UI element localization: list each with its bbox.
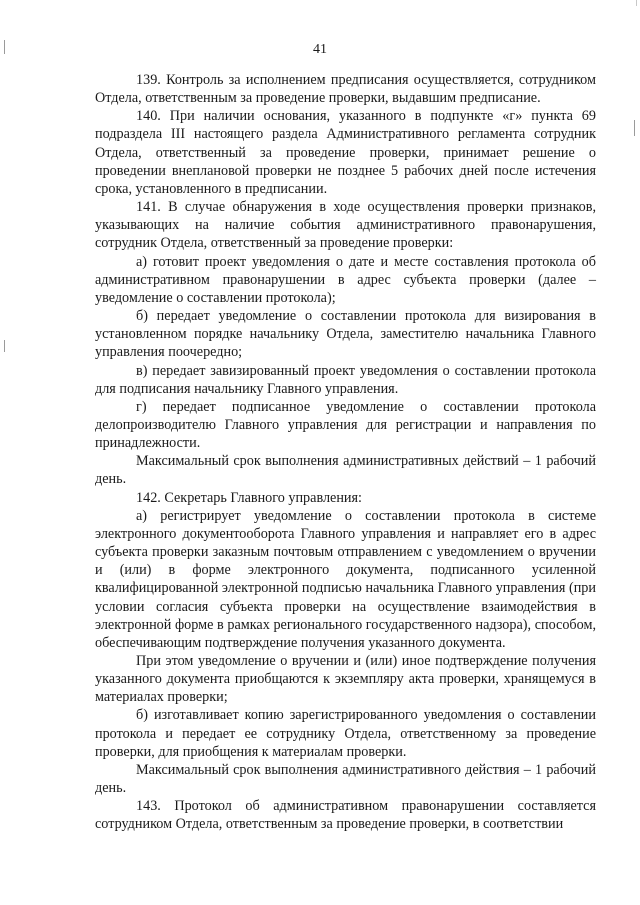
paragraph-142-a: а) регистрирует уведомление о составлении протокола в системе электронного документооборота Главного управления и направляет его в адрес субъекта проверки заказным почтовым отправлением с уведомлением о вручении и (или) в форме электронного документа, подписанного усиленной квалифицированной электронной подписью начальника Главного управления (при условии согласия субъекта проверки на осуществление взаимодействия в электронной форме в рамках регионального государственного надзора), способом, обеспечивающим подтверждение получения указанного документа. [95, 507, 596, 651]
paragraph-141-b: б) передает уведомление о составлении протокола для визирования в установленном порядке начальнику Отдела, заместителю начальника Главного управления поочередно; [95, 308, 596, 361]
paragraph-142-note: При этом уведомление о вручении и (или) иное подтверждение получения указанного документа приобщаются к экземпляру акта проверки, хранящемуся в материалах проверки; [95, 653, 596, 706]
paragraph-141-deadline: Максимальный срок выполнения административных действий – 1 рабочий день. [95, 453, 596, 488]
paragraph-141-a: а) готовит проект уведомления о дате и месте составления протокола об административном правонарушении в адрес субъекта проверки (далее – уведомление о составлении протокола); [95, 253, 596, 306]
paragraph-141: 141. В случае обнаружения в ходе осуществления проверки признаков, указывающих на наличие события административного правонарушения, сотрудник Отдела, ответственный за проведение проверки: [95, 199, 596, 252]
paragraph-143: 143. Протокол об административном правонарушении составляется сотрудником Отдела, ответственным за проведение проверки, в соответствии [95, 798, 596, 833]
document-body [95, 71, 596, 834]
paragraph-142-b: б) изготавливает копию зарегистрированного уведомления о составлении протокола и передает ее сотруднику Отдела, ответственному за проведение проверки, для приобщения к материалам проверки. [95, 707, 596, 760]
paragraph-139: 139. Контроль за исполнением предписания осуществляется, сотрудником Отдела, ответственным за проведение проверки, выдавшим предписание. [95, 72, 596, 107]
paragraph-142: 142. Секретарь Главного управления: [136, 489, 362, 506]
paragraph-140: 140. При наличии основания, указанного в подпункте «г» пункта 69 подраздела III настоящего раздела Административного регламента сотрудник Отдела, ответственный за проведение проверки, принимает решение о проведении внеплановой проверки не позднее 5 рабочих дней после истечения срока, установленного в предписании. [95, 108, 596, 197]
page-number: 41 [313, 42, 327, 57]
scan-artifact [636, 0, 637, 6]
paragraph-142-deadline: Максимальный срок выполнения административного действия – 1 рабочий день. [95, 761, 596, 797]
paragraph-141-v: в) передает завизированный проект уведомления о составлении протокола для подписания начальнику Главного управления. [95, 362, 596, 397]
scan-artifact [634, 120, 635, 136]
paragraph-141-g: г) передает подписанное уведомление о составлении протокола делопроизводителю Главного управления для регистрации и направления по принадлежности. [95, 398, 596, 452]
scan-artifact [4, 340, 5, 352]
